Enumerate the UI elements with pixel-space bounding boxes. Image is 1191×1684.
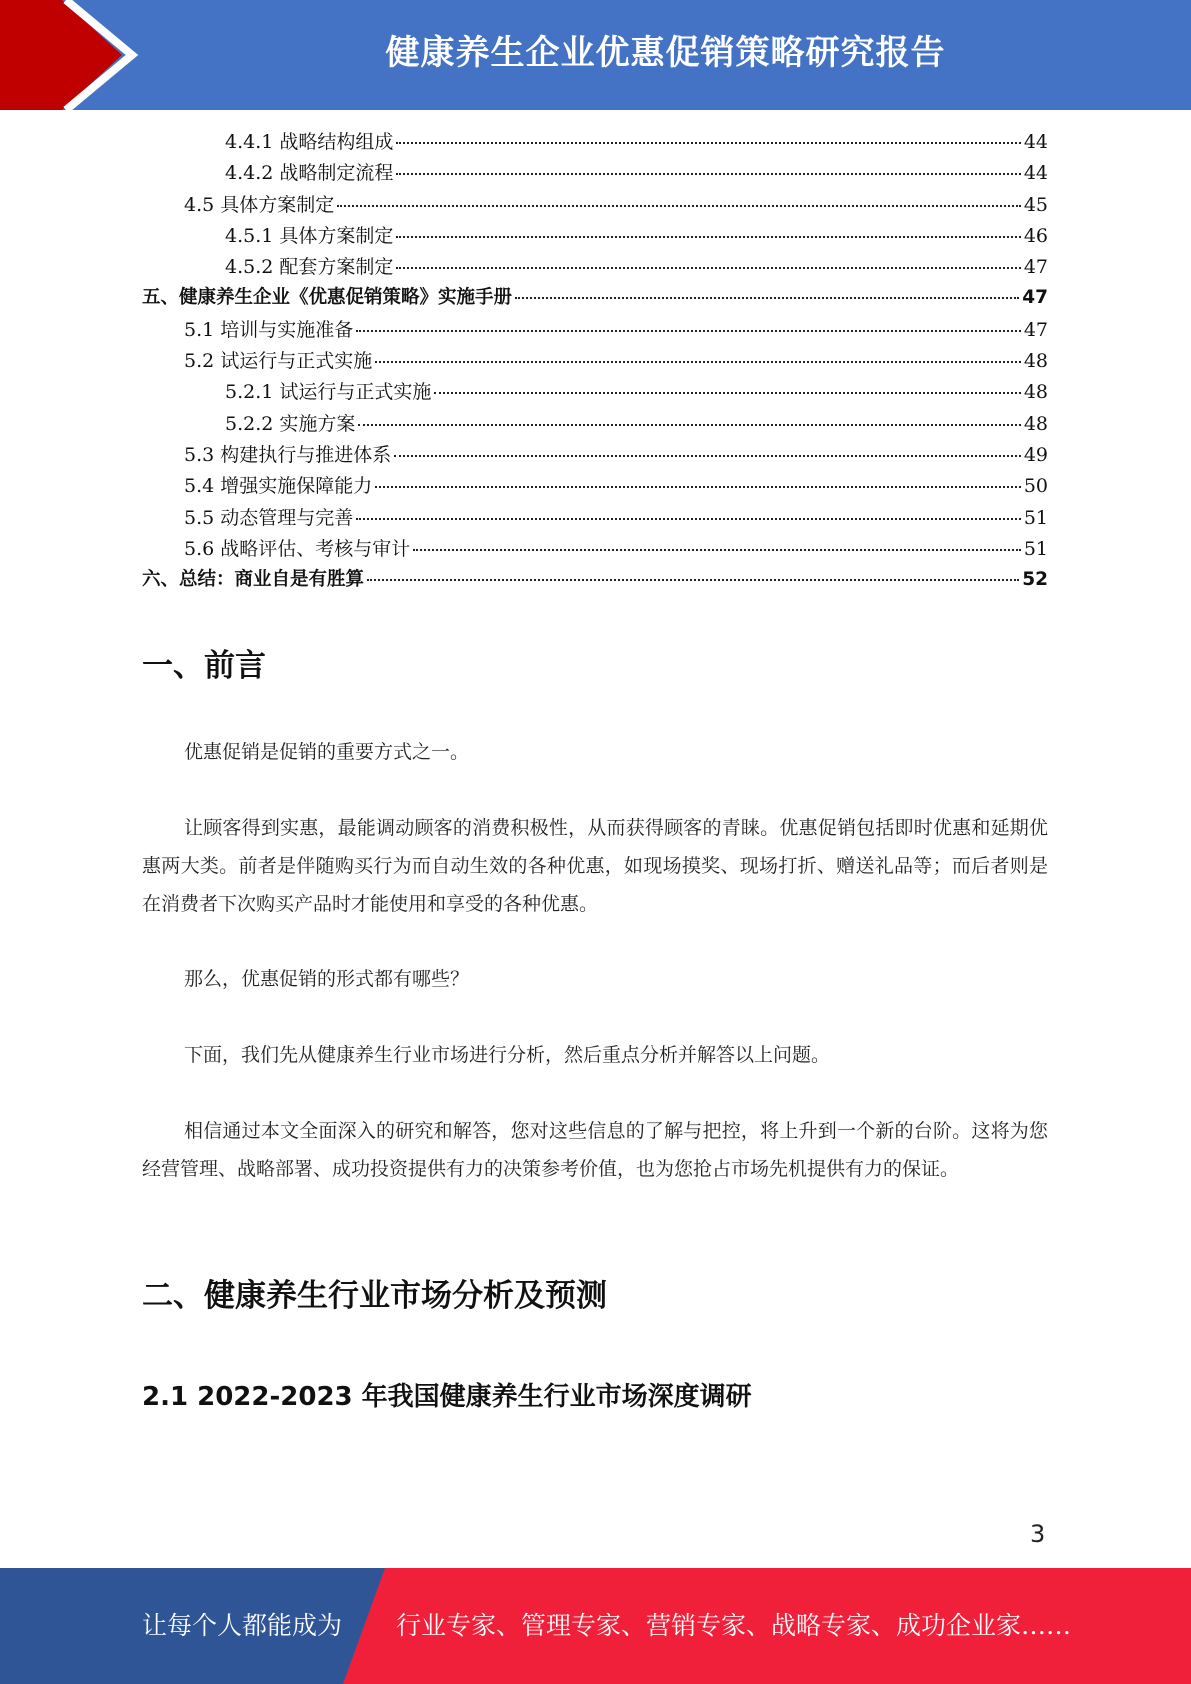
toc-page-number: 45 (1023, 193, 1048, 216)
toc-page-number: 47 (1023, 256, 1048, 279)
page-header (0, 0, 1191, 110)
toc-page-number: 48 (1023, 350, 1048, 373)
toc-page-number: 46 (1023, 224, 1048, 247)
toc-entry[interactable] (142, 534, 1048, 565)
toc-entry[interactable] (142, 565, 1048, 596)
toc-page-number: 47 (1022, 287, 1048, 309)
toc-leader-dots (396, 142, 1020, 144)
toc-leader-dots (396, 267, 1020, 269)
page-number: 3 (1030, 1520, 1046, 1548)
toc-leader-dots (337, 205, 1021, 207)
toc-label: 5.2 试运行与正式实施 (184, 350, 373, 373)
toc-leader-dots (358, 424, 1020, 426)
toc-leader-dots (356, 518, 1021, 520)
toc-entry[interactable] (142, 471, 1048, 502)
toc-label: 4.4.1 战略结构组成 (225, 131, 394, 153)
toc-leader-dots (434, 392, 1020, 394)
toc-label: 5.2.1 试运行与正式实施 (225, 381, 432, 404)
toc-label: 5.5 动态管理与完善 (184, 506, 354, 529)
toc-page-number: 48 (1023, 381, 1048, 404)
market-analysis-heading: 二、健康养生行业市场分析及预测 (142, 1278, 607, 1314)
toc-entry[interactable] (142, 158, 1048, 189)
paragraph: 相信通过本文全面深入的研究和解答，您对这些信息的了解与把控，将上升到一个新的台阶。这将为您经营管理、战略部署、成功投资提供有力的决策参考价值，也为您抢占市场先机提供有力的保证。 (142, 1120, 1048, 1180)
page-footer (0, 1568, 1191, 1684)
report-title: 健康养生企业优惠促销策略研究报告 (385, 33, 946, 73)
toc-label: 5.4 增强实施保障能力 (184, 475, 373, 498)
toc-entry[interactable] (142, 252, 1048, 283)
toc-entry[interactable] (142, 409, 1048, 440)
toc-label: 4.4.2 战略制定流程 (225, 162, 394, 185)
toc-leader-dots (367, 579, 1019, 581)
toc-label: 5.1 培训与实施准备 (184, 318, 354, 341)
paragraph: 让顾客得到实惠，最能调动顾客的消费积极性，从而获得顾客的青睐。优惠促销包括即时优惠和延期优惠两大类。前者是伴随购买行为而自动生效的各种优惠，如现场摸奖、现场打折、赠送礼品等；而后者则是在消费者下次购买产品时才能使用和享受的各种优惠。 (142, 817, 1048, 915)
toc-page-number: 44 (1023, 131, 1048, 153)
toc-label: 5.2.2 实施方案 (225, 412, 356, 435)
footer-slogan-left: 让每个人都能成为 (142, 1611, 343, 1640)
footer-slogan-right: 行业专家、管理专家、营销专家、战略专家、成功企业家…… (396, 1611, 1072, 1640)
toc-page-number: 50 (1023, 475, 1048, 498)
toc-leader-dots (394, 455, 1021, 457)
toc-entry[interactable] (142, 440, 1048, 471)
preface-heading: 一、前言 (142, 648, 266, 684)
table-of-contents (142, 127, 1048, 596)
toc-page-number: 51 (1023, 506, 1048, 529)
toc-label: 六、总结：商业自是有胜算 (142, 569, 365, 591)
toc-entry[interactable] (142, 315, 1048, 346)
toc-leader-dots (375, 361, 1021, 363)
toc-entry[interactable] (142, 221, 1048, 252)
toc-entry[interactable] (142, 283, 1048, 314)
toc-leader-dots (396, 236, 1020, 238)
toc-leader-dots (396, 173, 1020, 175)
paragraph: 优惠促销是促销的重要方式之一。 (184, 741, 470, 763)
paragraph: 下面，我们先从健康养生行业市场进行分析，然后重点分析并解答以上问题。 (184, 1044, 831, 1066)
toc-entry[interactable] (142, 377, 1048, 408)
toc-leader-dots (413, 549, 1021, 551)
toc-label: 4.5.2 配套方案制定 (225, 256, 394, 279)
toc-page-number: 51 (1023, 537, 1048, 560)
toc-entry[interactable] (142, 503, 1048, 534)
toc-entry[interactable] (142, 127, 1048, 158)
header-arrow-decoration (0, 0, 160, 110)
toc-label: 五、健康养生企业《优惠促销策略》实施手册 (142, 287, 513, 309)
toc-page-number: 52 (1022, 569, 1048, 591)
subsection-heading: 2.1 2022-2023 年我国健康养生行业市场深度调研 (142, 1382, 752, 1412)
toc-leader-dots (356, 330, 1021, 332)
toc-page-number: 47 (1023, 318, 1048, 341)
toc-leader-dots (515, 297, 1019, 299)
toc-page-number: 48 (1023, 412, 1048, 435)
toc-label: 4.5 具体方案制定 (184, 193, 335, 216)
toc-label: 5.6 战略评估、考核与审计 (184, 537, 411, 560)
toc-label: 4.5.1 具体方案制定 (225, 224, 394, 247)
toc-page-number: 49 (1023, 443, 1048, 466)
paragraph: 那么，优惠促销的形式都有哪些？ (184, 968, 470, 990)
toc-label: 5.3 构建执行与推进体系 (184, 443, 392, 466)
toc-entry[interactable] (142, 190, 1048, 221)
toc-entry[interactable] (142, 346, 1048, 377)
toc-leader-dots (375, 486, 1021, 488)
toc-page-number: 44 (1023, 162, 1048, 185)
